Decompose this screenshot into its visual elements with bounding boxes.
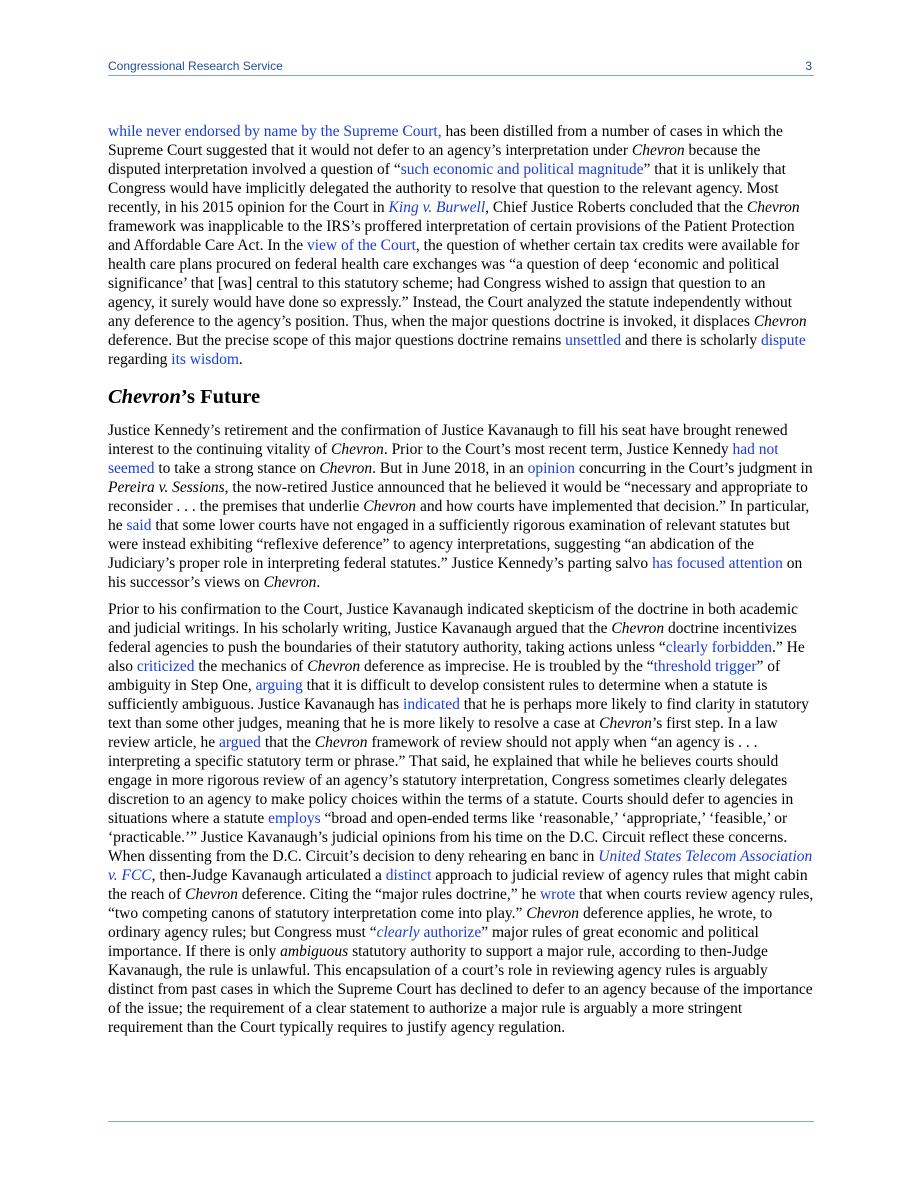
link-employs[interactable]: employs bbox=[268, 810, 321, 827]
link-king-v-burwell[interactable]: King v. Burwell bbox=[388, 199, 486, 216]
link-threshold-trigger[interactable]: threshold trigger bbox=[653, 658, 757, 675]
page-number: 3 bbox=[805, 59, 812, 73]
link-distinct[interactable]: distinct bbox=[385, 867, 432, 884]
link-dispute[interactable]: dispute bbox=[760, 332, 806, 349]
header-org: Congressional Research Service bbox=[108, 59, 283, 73]
paragraph-kavanaugh: Prior to his confirmation to the Court, Justice Kavanaugh indicated skepticism of the doctrine in both academic and judicial writings. In his scholarly writing, Justice Kavanaugh argued that the Chevron doctrine incentivizes federal agencies to push the boundaries of their statutory authority, taking actions unless “clearly forbidden.” He also criticized the mechanics of Chevron deference as imprecise. He is troubled by the “threshold trigger” of ambiguity in Step One, arguing that it is difficult to develop consistent rules to determine when a statute is sufficiently ambiguous. Justice Kavanaugh has indicated that he is perhaps more likely to find clarity in statutory text than some other judges, meaning that he is more likely to resolve a case at Chevron’s first step. In a law review article, he argued that the Chevron framework of review should not apply when “an agency is . . . interpreting a specific statutory term or phrase.” That said, he explained that while he believes courts should engage in more rigorous review of an agency’s statutory interpretation, Congress sometimes clearly delegates discretion to an agency to make policy choices within the terms of a statute. Courts should defer to agencies in situations where a statute employs “broad and open-ended terms like ‘reasonable,’ ‘appropriate,’ ‘feasible,’ or ‘practicable.’” Justice Kavanaugh’s judicial opinions from his time on the D.C. Circuit reflect these concerns. When dissenting from the D.C. Circuit’s decision to deny rehearing en banc in United States Telecom Association v. FCC, then-Judge Kavanaugh articulated a distinct approach to judicial review of agency rules that might cabin the reach of Chevron deference. Citing the “major rules doctrine,” he wrote that when courts review agency rules, “two competing canons of statutory interpretation come into play.” Chevron deference applies, he wrote, to ordinary agency rules; but Congress must “clearly authorize” major rules of great economic and political importance. If there is only ambiguous statutory authority to support a major rule, according to then-Judge Kavanaugh, the rule is unlawful. This encapsulation of a court’s role in reviewing agency rules is arguably distinct from past cases in which the Supreme Court has declined to defer to an agency because of the importance of the issue; the requirement of a clear statement to authorize a major rule is arguably a more stringent requirement than the Court typically requires to justify agency regulation. bbox=[108, 601, 814, 1036]
link-arguing[interactable]: arguing bbox=[255, 677, 303, 694]
paragraph-kennedy: Justice Kennedy’s retirement and the confirmation of Justice Kavanaugh to fill his seat have brought renewed interest to the continuing vitality of Chevron. Prior to the Court’s most recent term, Justice Kennedy had not seemed to take a strong stance on Chevron. But in June 2018, in an opinion concurring in the Court’s judgment in Pereira v. Sessions, the now-retired Justice announced that he believed it would be “necessary and appropriate to reconsider . . . the premises that underlie Chevron and how courts have implemented that decision.” In particular, he said that some lower courts have not engaged in a sufficiently rigorous examination of relevant statutes but were instead exhibiting “reflexive deference” to agency interpretations, suggesting “an abdication of the Judiciary’s proper role in interpreting federal statutes.” Justice Kennedy’s parting salvo has focused attention on his successor’s views on Chevron. bbox=[108, 422, 813, 591]
link-indicated[interactable]: indicated bbox=[403, 696, 460, 713]
paragraph-major-questions: while never endorsed by name by the Supreme Court, has been distilled from a number of cases in which the Supreme Court suggested that it would not defer to an agency’s interpretation under Chevron because the disputed interpretation involved a question of “such economic and political magnitude” that it is unlikely that Congress would have implicitly delegated the authority to resolve that question to the relevant agency. Most recently, in his 2015 opinion for the Court in King v. Burwell, Chief Justice Roberts concluded that the Chevron framework was inapplicable to the IRS’s proffered interpretation of certain provisions of the Patient Protection and Affordable Care Act. In the view of the Court, the question of whether certain tax credits were available for health care plans procured on federal health care exchanges was “a question of deep ‘economic and political significance’ that [was] central to this statutory scheme; had Congress wished to assign that question to an agency, it surely would have done so expressly.” Instead, the Court analyzed the statute independently without any deference to the agency’s position. Thus, when the major questions doctrine is invoked, it displaces Chevron deference. But the precise scope of this major questions doctrine remains unsettled and there is scholarly dispute regarding its wisdom. bbox=[108, 123, 807, 368]
link-had-not-seemed[interactable]: had not seemed bbox=[108, 441, 779, 477]
link-focused-attention[interactable]: has focused attention bbox=[652, 555, 783, 572]
document-body bbox=[108, 122, 814, 1045]
link-us-telecom-v-fcc[interactable]: United States Telecom Association v. FCC bbox=[108, 848, 813, 884]
header-divider bbox=[108, 75, 814, 76]
footer-divider bbox=[108, 1121, 814, 1122]
page-header bbox=[108, 56, 814, 76]
section-heading: Chevron’s Future bbox=[108, 386, 261, 408]
link-clearly-forbidden[interactable]: clearly forbidden bbox=[665, 639, 773, 656]
link-never-endorsed[interactable]: while never endorsed by name by the Supreme Court, bbox=[108, 123, 442, 140]
link-view-of-court[interactable]: view of the Court bbox=[307, 237, 416, 254]
link-its-wisdom[interactable]: its wisdom bbox=[171, 351, 239, 368]
link-wrote[interactable]: wrote bbox=[539, 886, 576, 903]
link-economic-magnitude[interactable]: such economic and political magnitude bbox=[400, 161, 644, 178]
link-unsettled[interactable]: unsettled bbox=[565, 332, 622, 349]
link-clearly-authorize[interactable]: clearly authorize bbox=[376, 924, 482, 941]
link-said[interactable]: said bbox=[126, 517, 152, 534]
link-argued[interactable]: argued bbox=[219, 734, 261, 751]
link-criticized[interactable]: criticized bbox=[136, 658, 195, 675]
link-opinion[interactable]: opinion bbox=[527, 460, 575, 477]
